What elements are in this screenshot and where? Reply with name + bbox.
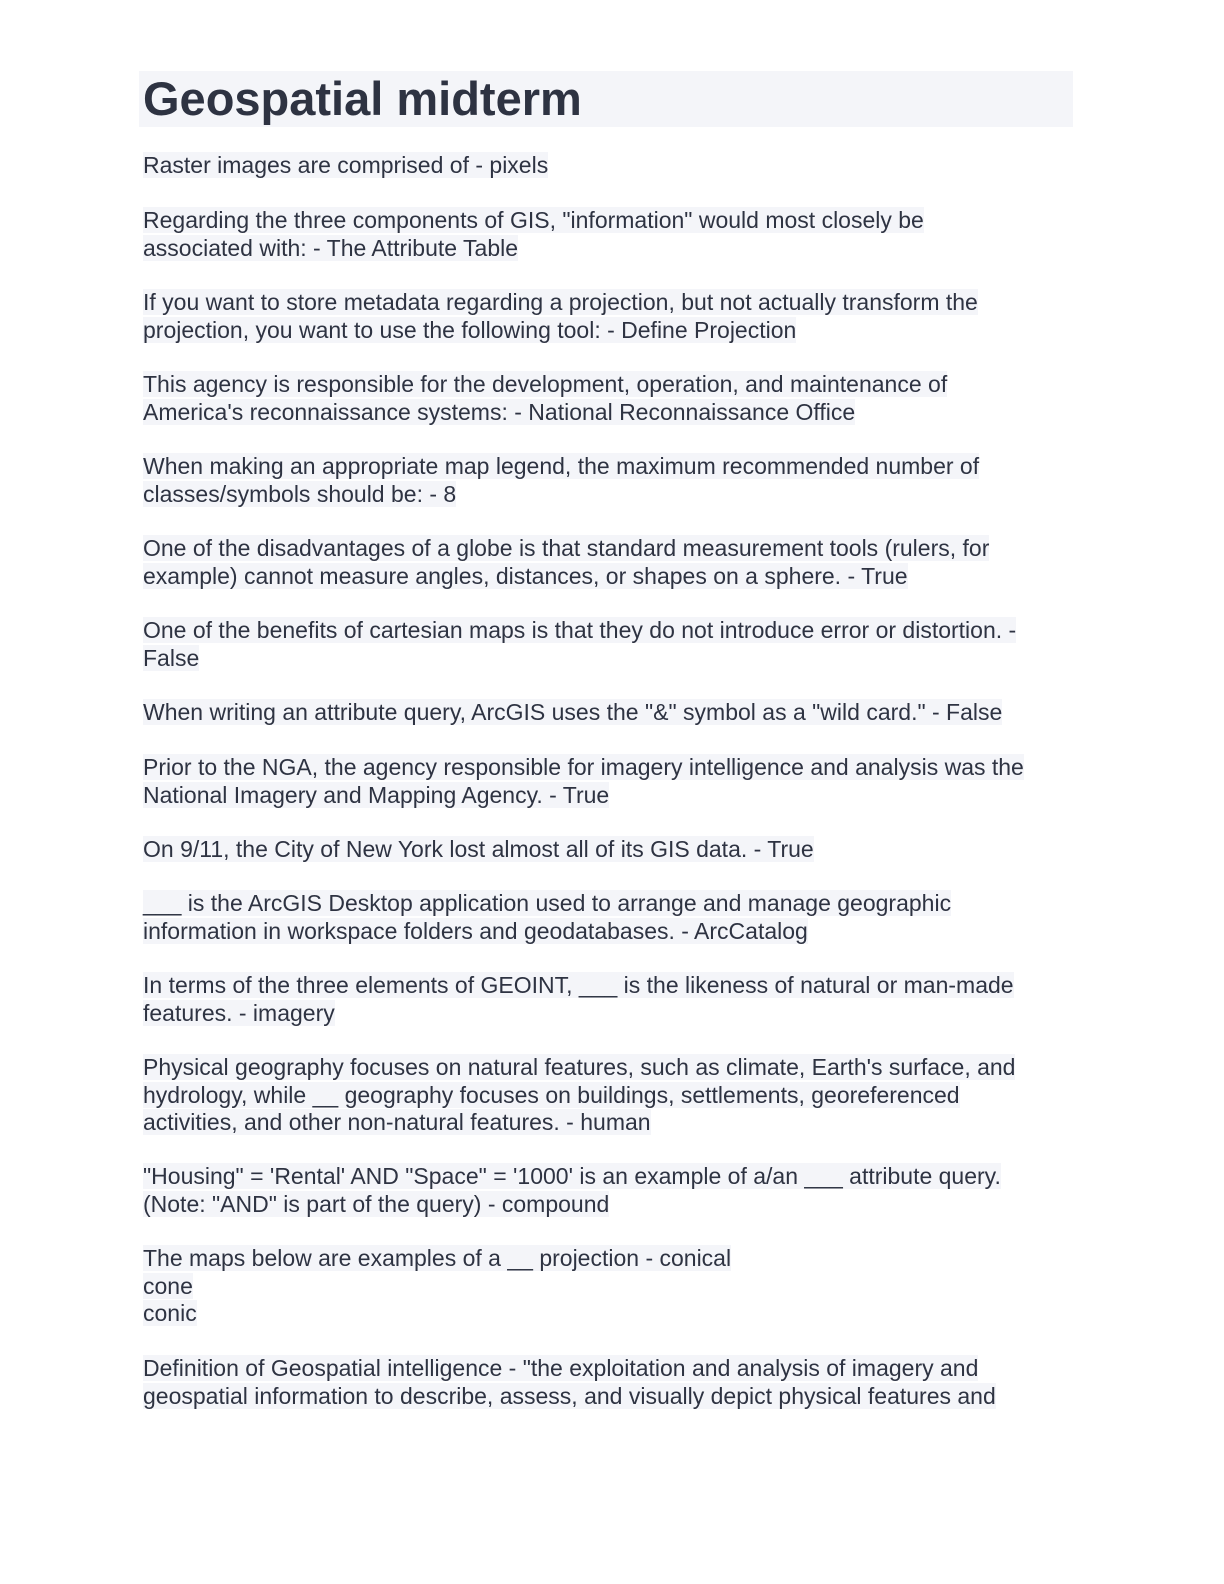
- entry-line: False: [143, 644, 200, 671]
- entry-line: cone: [143, 1272, 193, 1299]
- entry-line: geospatial information to describe, assess, and visually depict physical features and: [143, 1382, 996, 1409]
- qa-entry: [143, 1163, 1001, 1218]
- entry-line: associated with: - The Attribute Table: [143, 234, 519, 261]
- entry-line: conic: [143, 1300, 197, 1326]
- entry-line: information in workspace folders and geodatabases. - ArcCatalog: [143, 917, 808, 944]
- qa-entry: [143, 453, 979, 508]
- entry-line: example) cannot measure angles, distances, or shapes on a sphere. - True: [143, 562, 908, 589]
- entry-line: hydrology, while __ geography focuses on buildings, settlements, georeferenced: [143, 1081, 960, 1108]
- qa-entry: [143, 836, 814, 864]
- qa-entry: [143, 152, 548, 180]
- entry-line: The maps below are examples of a __ projection - conical: [143, 1245, 732, 1271]
- qa-entry: [143, 699, 1002, 727]
- entry-line: America's reconnaissance systems: - National Reconnaissance Office: [143, 398, 856, 425]
- entry-line: classes/symbols should be: - 8: [143, 480, 457, 507]
- qa-entry: [143, 371, 947, 426]
- qa-entry: [143, 890, 951, 945]
- entry-line: One of the disadvantages of a globe is that standard measurement tools (rulers, for: [143, 535, 990, 561]
- qa-entry: [143, 535, 989, 590]
- entry-line: "Housing" = 'Rental' AND "Space" = '1000' is an example of a/an ___ attribute query.: [143, 1163, 1001, 1189]
- entry-line: Physical geography focuses on natural features, such as climate, Earth's surface, and: [143, 1054, 1016, 1080]
- qa-entry: [143, 754, 1024, 809]
- entry-line: Raster images are comprised of - pixels: [143, 152, 549, 178]
- entry-line: Prior to the NGA, the agency responsible for imagery intelligence and analysis was the: [143, 754, 1024, 780]
- entry-line: Definition of Geospatial intelligence - "the exploitation and analysis of imagery and: [143, 1355, 979, 1381]
- qa-entry: [143, 1355, 996, 1410]
- qa-entry: [143, 972, 1014, 1027]
- qa-entry: [143, 1245, 731, 1328]
- page-title: Geospatial midterm: [143, 72, 582, 125]
- entry-line: projection, you want to use the following tool: - Define Projection: [143, 316, 797, 343]
- entry-line: When making an appropriate map legend, the maximum recommended number of: [143, 453, 980, 479]
- entry-line: National Imagery and Mapping Agency. - True: [143, 781, 610, 808]
- entry-line: One of the benefits of cartesian maps is that they do not introduce error or distortion. -: [143, 617, 1017, 643]
- qa-entry: [143, 207, 924, 262]
- entry-line: On 9/11, the City of New York lost almost all of its GIS data. - True: [143, 836, 814, 862]
- entry-line: (Note: "AND" is part of the query) - compound: [143, 1190, 610, 1217]
- entry-line: This agency is responsible for the development, operation, and maintenance of: [143, 371, 948, 397]
- entry-line: Regarding the three components of GIS, "information" would most closely be: [143, 207, 924, 233]
- entry-line: When writing an attribute query, ArcGIS uses the "&" symbol as a "wild card." - False: [143, 699, 1003, 725]
- entry-line: In terms of the three elements of GEOINT, ___ is the likeness of natural or man-made: [143, 972, 1014, 998]
- entry-line: activities, and other non-natural features. - human: [143, 1109, 651, 1135]
- qa-entry: [143, 1054, 1015, 1137]
- qa-entry: [143, 617, 1016, 672]
- entry-line: features. - imagery: [143, 999, 335, 1026]
- entry-line: If you want to store metadata regarding a projection, but not actually transform the: [143, 289, 978, 315]
- qa-entry: [143, 289, 978, 344]
- entry-line: ___ is the ArcGIS Desktop application used to arrange and manage geographic: [143, 890, 952, 916]
